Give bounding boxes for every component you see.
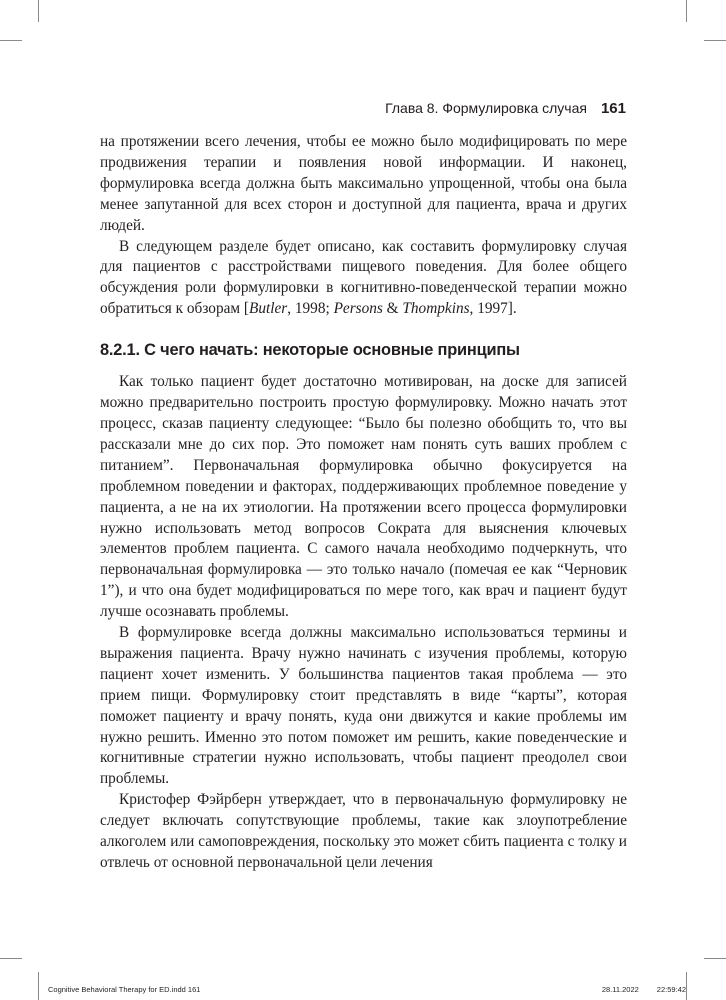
crop-mark bbox=[38, 972, 39, 1000]
print-time: 22:59:42 bbox=[656, 985, 686, 994]
paragraph: Кристофер Фэйрберн утверждает, что в первоначальную формулировку не следует включать сопутствующие проблемы, такие как злоупотребление алкоголем или самоповреждения, поскольку это может сбить пациента с толку и отвлечь от основной первоначальной цели лечения bbox=[100, 791, 627, 871]
crop-mark bbox=[38, 0, 39, 22]
citation-author: Thompkins bbox=[402, 300, 470, 318]
page-number: 161 bbox=[600, 100, 626, 117]
file-name: Cognitive Behavioral Therapy for ED.indd 161 bbox=[48, 985, 201, 994]
citation-author: Persons bbox=[333, 300, 383, 318]
paragraph bbox=[100, 237, 627, 321]
print-slug bbox=[48, 985, 686, 994]
crop-mark bbox=[704, 40, 726, 41]
citation-author: Butler bbox=[248, 300, 288, 318]
body-text bbox=[100, 132, 627, 874]
crop-mark bbox=[686, 972, 687, 1000]
crop-mark bbox=[0, 40, 22, 41]
paragraph: Как только пациент будет достаточно мотивирован, на доске для записей можно предварительно построить простую формулировку. Можно начать этот процесс, сказав пациенту следующее: “Было бы полезно обобщить то, что вы рассказали мне до сих пор. Это поможет нам понять суть ваших проблем с питанием”. Первоначальная формулировка обычно фокусируется на проблемном поведении и факторах, поддерживающих проблемное поведение у пациента, а не на их этиологии. На протяжении всего процесса формулировки нужно использовать метод вопросов Сократа для выяснения ключевых элементов проблем пациента. С самого начала необходимо подчеркнуть, что первоначальная формулировка — это только начало (помечая ее как “Черновик 1”), и что она будет модифицироваться по мере того, как врач и пациент будут лучше осознавать проблемы. bbox=[100, 373, 627, 621]
chapter-title: Глава 8. Формулировка случая bbox=[385, 100, 587, 116]
ampersand: & bbox=[382, 300, 403, 318]
crop-mark bbox=[0, 958, 22, 959]
paragraph: на протяжении всего лечения, чтобы ее можно было модифицировать по мере продвижения терапии и появления новой информации. И наконец, формулировка всегда должна быть максимально упрощенной, чтобы она была менее запутанной для всех сторон и доступной для пациента, врача и других людей. bbox=[100, 133, 627, 234]
citation-year: , 1997]. bbox=[469, 300, 517, 318]
citation-year: , 1998; bbox=[287, 300, 334, 318]
paragraph: В формулировке всегда должны максимально использоваться термины и выражения пациента. Врачу нужно начинать с изучения проблемы, которую пациент хочет изменить. У большинства пациентов такая проблема — это прием пищи. Формулировку стоит представлять в виде “карты”, которая поможет пациенту и врачу понять, куда они движутся и какие проблемы им нужно решить. Именно это потом поможет им решить, какие поведенческие и когнитивные стратегии нужно использовать, чтобы пациент преодолел свои проблемы. bbox=[100, 624, 627, 788]
print-date: 28.11.2022 bbox=[601, 985, 639, 994]
section-heading: 8.2.1. С чего начать: некоторые основные принципы bbox=[100, 341, 520, 360]
crop-mark bbox=[686, 0, 687, 22]
print-timestamp bbox=[602, 985, 686, 994]
running-head bbox=[385, 100, 626, 117]
paragraph-text: В следующем разделе будет описано, как составить формулировку случая для пациентов с расстройствами пищевого поведения. Для более общего обсуждения роли формулировки в когнитивно-поведенческой терапии можно обратиться к обзорам [ bbox=[100, 237, 627, 318]
crop-mark bbox=[704, 958, 726, 959]
